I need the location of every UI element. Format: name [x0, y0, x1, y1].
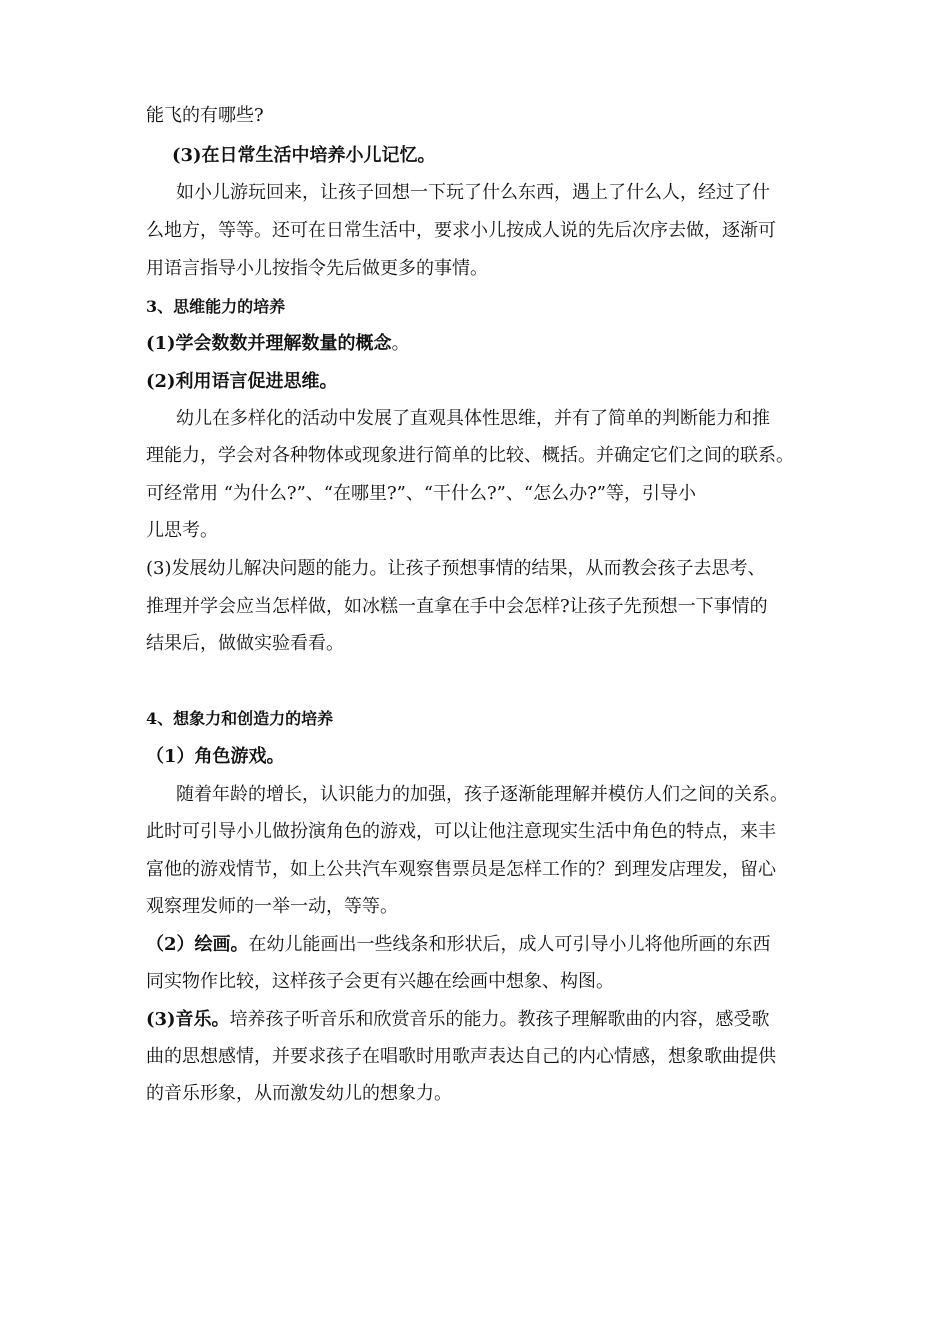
subheading-punct: 。	[391, 333, 410, 354]
text-line: 推理并学会应当怎样做，如冰糕一直拿在手中会怎样?让孩子先预想一下事情的	[146, 596, 768, 617]
text-line: 此时可引导小儿做扮演角色的游戏，可以让他注意现实生活中角色的特点，来丰	[146, 821, 776, 842]
text-line: 的音乐形象，从而激发幼儿的想象力。	[146, 1083, 452, 1104]
subheading	[146, 332, 410, 356]
text-line: 随着年龄的增长，认识能力的加强，孩子逐渐能理解并模仿人们之间的关系。	[176, 784, 788, 805]
text-line: 幼儿在多样化的活动中发展了直观具体性思维，并有了简单的判断能力和推	[176, 408, 770, 429]
text-line	[146, 933, 771, 957]
subheading-text: (3)音乐。	[146, 1009, 230, 1030]
text-line	[146, 1008, 770, 1032]
subheading: （1）角色游戏。	[146, 746, 285, 767]
section-heading: 3、思维能力的培养	[146, 297, 286, 316]
subheading-text: （2）绘画。	[146, 934, 249, 955]
text-span: 在幼儿能画出一些线条和形状后，成人可引导小儿将他所画的东西	[248, 934, 771, 955]
section-heading: 4、想象力和创造力的培养	[146, 709, 334, 728]
subheading: (2)利用语言促进思维。	[146, 371, 338, 392]
text-line: 可经常用 “为什么?”、“在哪里?”、“干什么?”、“怎么办?”等，引导小	[146, 483, 696, 504]
text-line: 能飞的有哪些?	[146, 105, 264, 126]
text-line: 富他的游戏情节，如上公共汽车观察售票员是怎样工作的？到理发店理发，留心	[146, 859, 776, 880]
text-line: 理能力，学会对各种物体或现象进行简单的比较、概括。并确定它们之间的联系。	[146, 445, 794, 466]
text-line: 同实物作比较，这样孩子会更有兴趣在绘画中想象、构图。	[146, 971, 614, 992]
subheading-text: (1)学会数数并理解数量的概念	[146, 333, 392, 354]
text-line: (3)发展幼儿解决问题的能力。让孩子预想事情的结果，从而教会孩子去思考、	[146, 558, 766, 579]
text-line: 么地方，等等。还可在日常生活中，要求小儿按成人说的先后次序去做，逐渐可	[146, 220, 776, 241]
text-line: 儿思考。	[146, 520, 218, 541]
text-line: 观察理发师的一举一动，等等。	[146, 896, 398, 917]
text-line: 如小儿游玩回来，让孩子回想一下玩了什么东西，遇上了什么人，经过了什	[176, 182, 770, 203]
text-span: 培养孩子听音乐和欣赏音乐的能力。教孩子理解歌曲的内容，感受歌	[229, 1009, 770, 1030]
text-line: 结果后，做做实验看看。	[146, 633, 344, 654]
text-line: 曲的思想感情，并要求孩子在唱歌时用歌声表达自己的内心情感，想象歌曲提供	[146, 1046, 776, 1067]
subheading: (3)在日常生活中培养小儿记忆。	[172, 145, 436, 166]
text-line: 用语言指导小儿按指令先后做更多的事情。	[146, 258, 488, 279]
